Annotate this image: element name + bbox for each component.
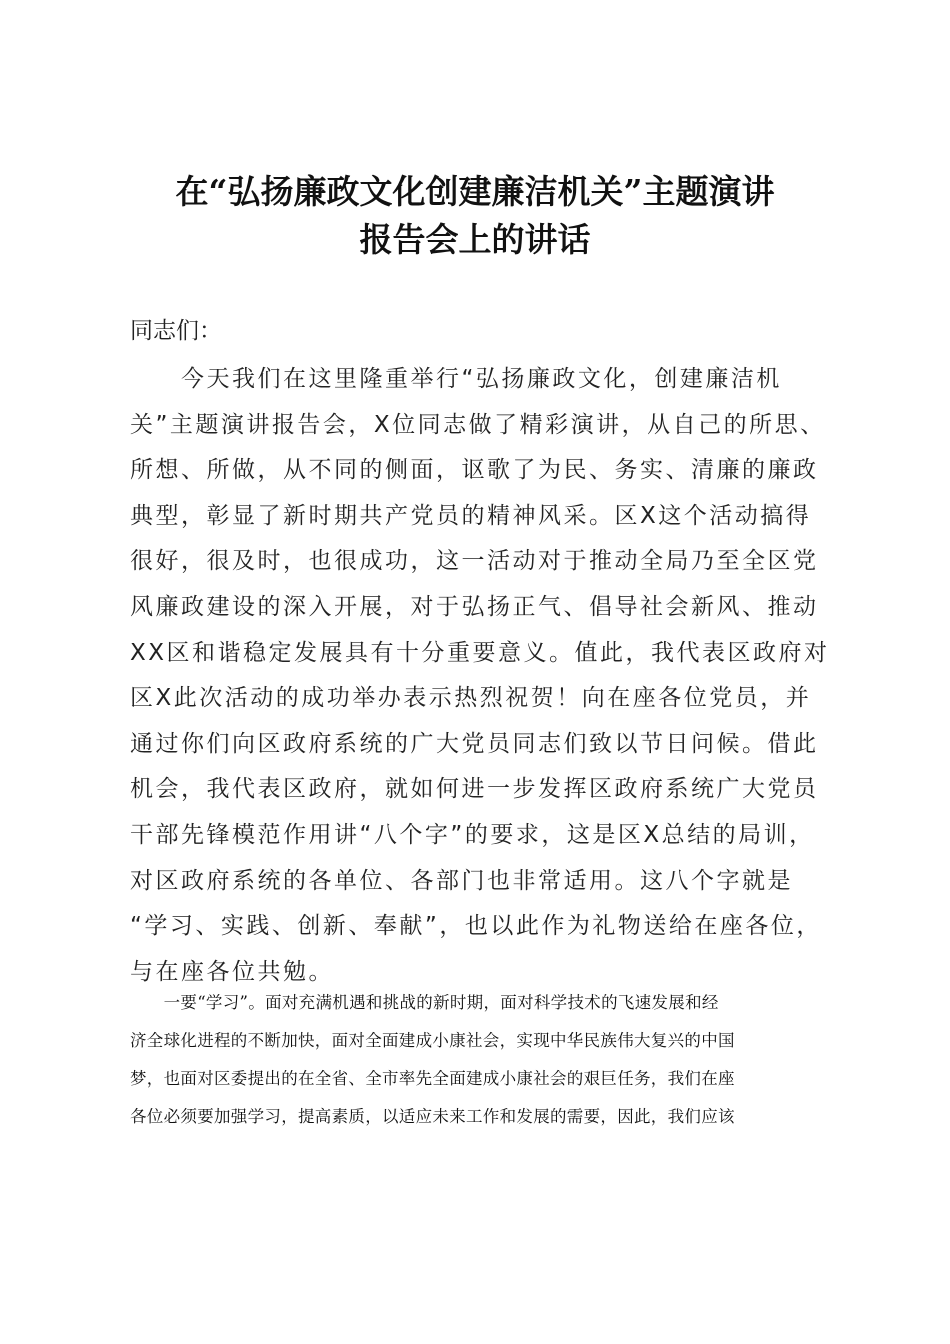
paragraph-line: 区X此次活动的成功举办表示热烈祝贺！向在座各位党员，并 [130, 685, 812, 712]
paragraph-line: XX区和谐稳定发展具有十分重要意义。值此，我代表区政府对 [130, 639, 830, 666]
paragraph-line: 梦，也面对区委提出的在全省、全市率先全面建成小康社会的艰巨任务，我们在座 [130, 1069, 735, 1088]
paragraph-line: 风廉政建设的深入开展，对于弘扬正气、倡导社会新风、推动 [130, 593, 819, 620]
paragraph-line: 很好，很及时，也很成功，这一活动对于推动全局乃至全区党 [130, 548, 819, 575]
paragraph-line: 与在座各位共勉。 [130, 958, 334, 985]
paragraph-line: “学习、实践、创新、奉献”，也以此作为礼物送给在座各位， [130, 913, 822, 940]
paragraph-line: 今天我们在这里隆重举行“弘扬廉政文化，创建廉洁机 [130, 366, 782, 392]
paragraph-line: 关”主题演讲报告会，X位同志做了精彩演讲，从自己的所思、 [130, 411, 826, 438]
paragraph-line: 所想、所做，从不同的侧面，讴歌了为民、务实、清廉的廉政 [130, 457, 819, 484]
title-line: 报告会上的讲话 [359, 220, 591, 259]
paragraph-line: 各位必须要加强学习，提高素质，以适应未来工作和发展的需要，因此，我们应该 [130, 1107, 735, 1126]
section-learning-paragraph [130, 984, 850, 1136]
paragraph-line: 典型，彰显了新时期共产党员的精神风采。区X这个活动搞得 [130, 502, 812, 529]
title-line: 在“弘扬廉政文化创建廉洁机关”主题演讲 [175, 172, 775, 211]
paragraph-line: 一要“学习”。面对充满机遇和挑战的新时期，面对科学技术的飞速发展和经 [130, 993, 719, 1012]
salutation: 同志们： [130, 318, 222, 344]
paragraph-line: 机会，我代表区政府，就如何进一步发挥区政府系统广大党员 [130, 776, 819, 803]
paragraph-line: 通过你们向区政府系统的广大党员同志们致以节日问候。借此 [130, 730, 819, 757]
intro-paragraph [130, 357, 860, 995]
document-title [100, 168, 850, 264]
paragraph-line: 济全球化进程的不断加快，面对全面建成小康社会，实现中华民族伟大复兴的中国 [130, 1031, 735, 1050]
paragraph-line: 对区政府系统的各单位、各部门也非常适用。这八个字就是 [130, 867, 793, 894]
paragraph-line: 干部先锋模范作用讲“八个字”的要求，这是区X总结的局训， [130, 821, 815, 848]
